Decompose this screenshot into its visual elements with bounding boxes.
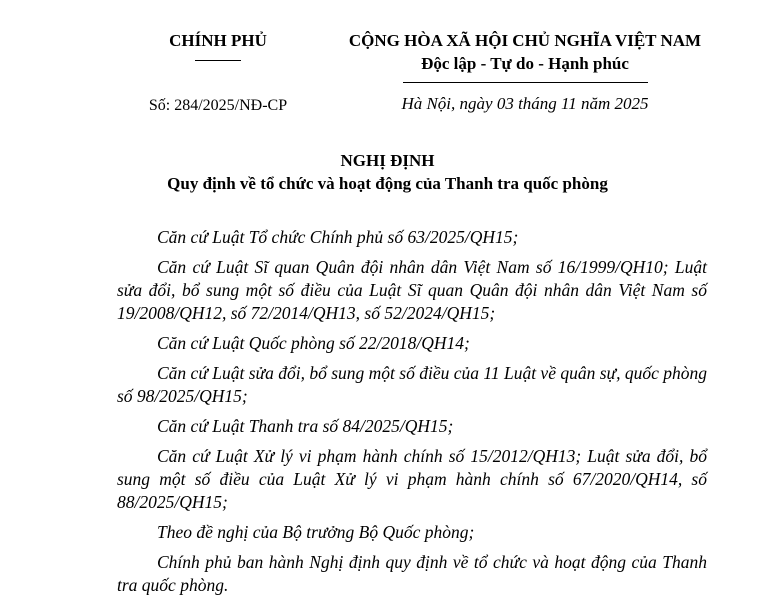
preamble	[117, 226, 707, 597]
issuer-underline	[195, 60, 241, 61]
national-motto: Độc lập - Tự do - Hạnh phúc	[421, 54, 629, 73]
issuer-block	[118, 30, 318, 61]
preamble-paragraph: Căn cứ Luật Xử lý vi phạm hành chính số 15/2012/QH13; Luật sửa đổi, bổ sung một số điều của Luật Xử lý vi phạm hành chính số 67/2020/QH14, số 88/2025/QH15;	[117, 446, 707, 512]
document-subject: Quy định về tổ chức và hoạt động của Thanh tra quốc phòng	[167, 174, 608, 193]
place-and-date: Hà Nội, ngày 03 tháng 11 năm 2025	[401, 94, 649, 113]
preamble-paragraph: Căn cứ Luật sửa đổi, bổ sung một số điều của 11 Luật về quân sự, quốc phòng số 98/2025/QH15;	[117, 363, 707, 406]
motto-underline	[403, 82, 648, 83]
document-number: Số: 284/2025/NĐ-CP	[148, 97, 288, 114]
preamble-paragraph: Căn cứ Luật Tổ chức Chính phủ số 63/2025/QH15;	[157, 227, 519, 247]
document-type: NGHỊ ĐỊNH	[340, 151, 435, 170]
national-heading	[320, 30, 730, 83]
preamble-paragraph: Căn cứ Luật Quốc phòng số 22/2018/QH14;	[157, 333, 470, 353]
document-title-block	[0, 150, 775, 196]
issuer-name: CHÍNH PHỦ	[169, 31, 267, 50]
nation-name: CỘNG HÒA XÃ HỘI CHỦ NGHĨA VIỆT NAM	[348, 31, 702, 50]
preamble-paragraph: Căn cứ Luật Thanh tra số 84/2025/QH15;	[157, 416, 454, 436]
preamble-paragraph: Căn cứ Luật Sĩ quan Quân đội nhân dân Việt Nam số 16/1999/QH10; Luật sửa đổi, bổ sung một số điều của Luật Sĩ quan Quân đội nhân dân Việt Nam số 19/2008/QH12, số 72/2014/QH13, số 52/2024/QH15;	[117, 257, 707, 323]
preamble-paragraph: Chính phủ ban hành Nghị định quy định về tổ chức và hoạt động của Thanh tra quốc phòng.	[117, 552, 707, 595]
preamble-paragraph: Theo đề nghị của Bộ trưởng Bộ Quốc phòng;	[157, 522, 475, 542]
